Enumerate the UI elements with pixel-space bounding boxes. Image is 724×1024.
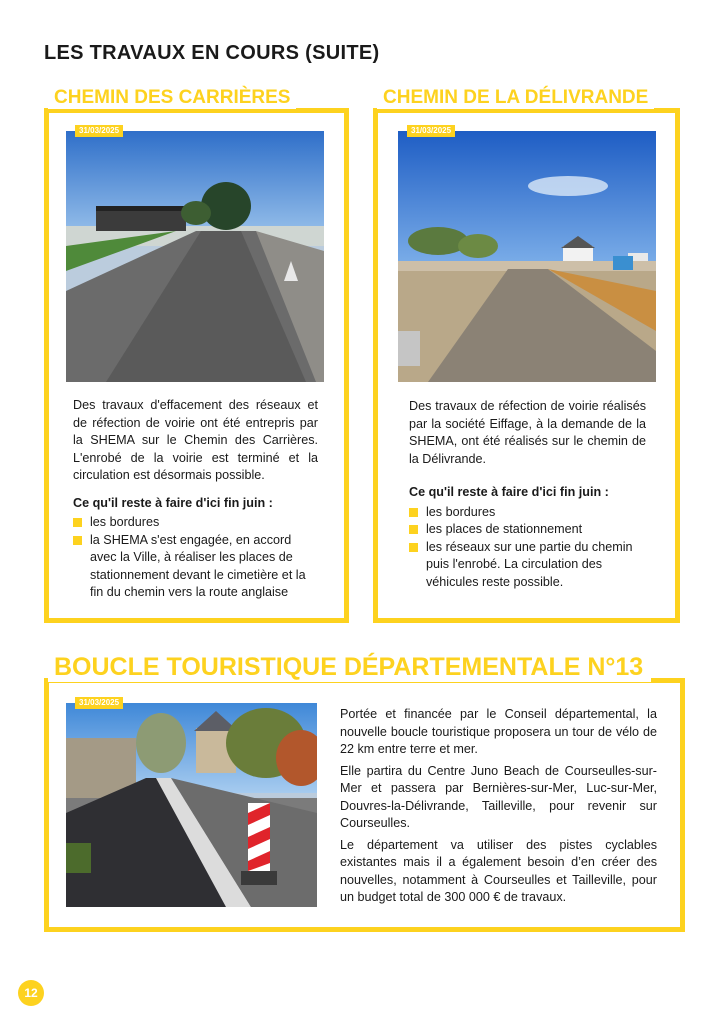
- photo-date-badge: 31/03/2025: [407, 125, 455, 137]
- photo-chemin-carrieres: [66, 131, 324, 382]
- photo-chemin-delivrande: [398, 131, 656, 382]
- page-title: LES TRAVAUX EN COURS (SUITE): [44, 42, 380, 64]
- section-paragraph: Des travaux d'effacement des réseaux et de réfection de voirie ont été entrepris par la SHEMA sur le Chemin des Carrières. L'enrobé de la voirie est terminé et la circulation est désormais possible.: [73, 398, 318, 482]
- todo-item: les bordures: [73, 514, 318, 532]
- section-title-delivrande: CHEMIN DE LA DÉLIVRANDE: [377, 87, 654, 109]
- section-text-carrieres: [73, 397, 318, 602]
- todo-heading: Ce qu'il reste à faire d'ici fin juin :: [73, 495, 273, 510]
- section-paragraph: Portée et financée par le Conseil départemental, la nouvelle boucle touristique proposera un tour de vélo de 22 km entre terre et mer.: [340, 707, 657, 756]
- todo-list: [409, 504, 646, 592]
- section-title-boucle: BOUCLE TOURISTIQUE DÉPARTEMENTALE N°13: [48, 653, 651, 682]
- photo-boucle-touristique: [66, 703, 317, 907]
- section-paragraph: Des travaux de réfection de voirie réalisés par la société Eiffage, à la demande de la SHEMA, ont été réalisés sur le chemin de la Délivrande.: [409, 399, 646, 466]
- section-text-delivrande: [409, 398, 646, 591]
- todo-item: les places de stationnement: [409, 521, 646, 539]
- page-number: 12: [18, 980, 44, 1006]
- todo-item: la SHEMA s'est engagée, en accord avec la Ville, à réaliser les places de stationnement devant le cimetière et la fin du chemin vers la route anglaise: [73, 532, 318, 602]
- section-paragraph: Le département va utiliser des pistes cyclables existantes mais il a également besoin d’en créer des nouvelles, notamment à Courseulles et Tailleville, pour un budget total de 300 000 € de travaux.: [340, 837, 657, 904]
- photo-date-badge: 31/03/2025: [75, 125, 123, 137]
- section-paragraph: Elle partira du Centre Juno Beach de Courseulles-sur-Mer et passera par Bernières-sur-Mer, Luc-sur-Mer, Douvres-la-Délivrande, Tailleville, pour revenir sur Courseulles.: [340, 763, 657, 830]
- todo-heading: Ce qu'il reste à faire d'ici fin juin :: [409, 485, 609, 499]
- todo-list: [73, 514, 318, 602]
- todo-item: les réseaux sur une partie du chemin puis l'enrobé. La circulation des véhicules reste possible.: [409, 539, 646, 592]
- section-title-carrieres: CHEMIN DES CARRIÈRES: [48, 87, 296, 109]
- todo-item: les bordures: [409, 504, 646, 522]
- section-text-boucle: [340, 706, 657, 911]
- photo-date-badge: 31/03/2025: [75, 697, 123, 709]
